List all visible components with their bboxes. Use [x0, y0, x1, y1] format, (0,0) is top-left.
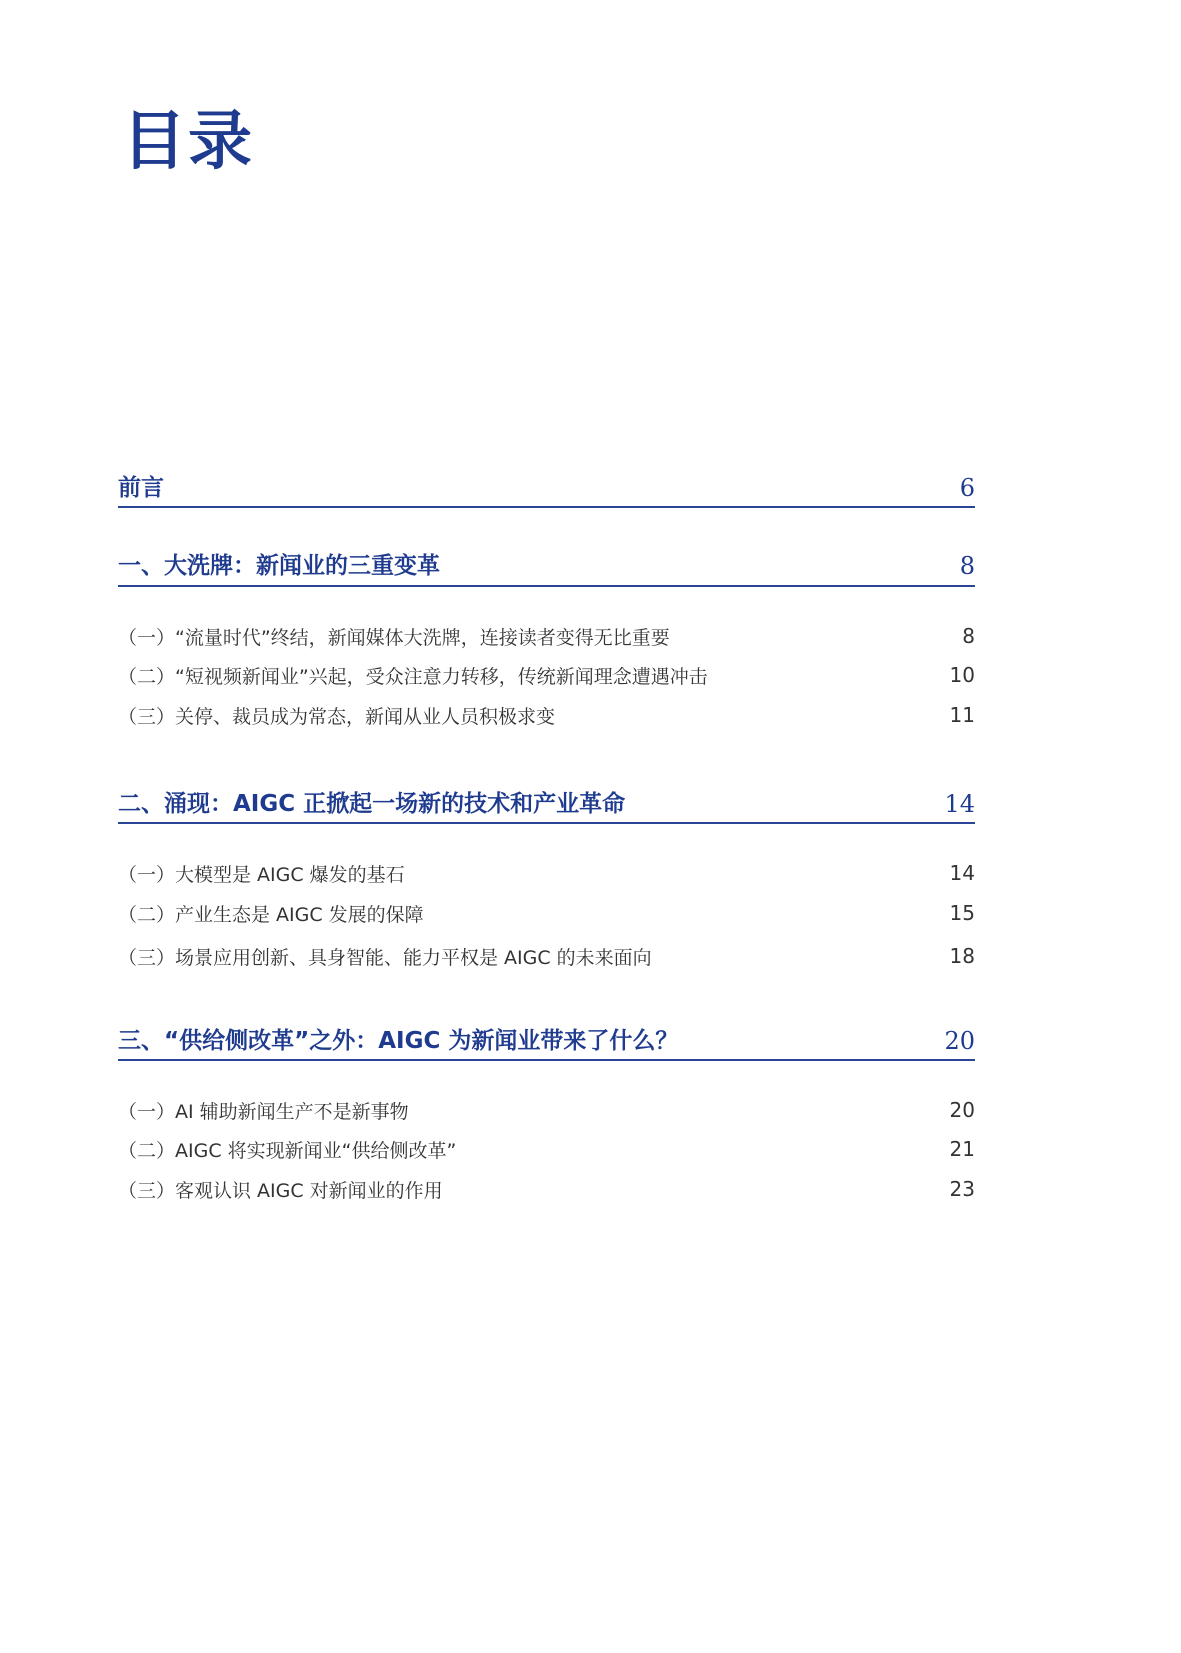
toc-item-page: 18 — [949, 944, 975, 968]
toc-item-label: （三）场景应用创新、具身智能、能力平权是 AIGC 的未来面向 — [118, 946, 652, 969]
toc-item-page: 21 — [949, 1137, 975, 1161]
toc-section-2-label: 二、涌现：AIGC 正掀起一场新的技术和产业革命 — [118, 791, 626, 817]
toc-section-1-label: 一、大洗牌：新闻业的三重变革 — [118, 553, 440, 579]
toc-section-1-row[interactable] — [118, 540, 975, 580]
toc-preface-label: 前言 — [118, 475, 164, 501]
section-divider — [118, 585, 975, 587]
toc-item-page: 8 — [962, 624, 975, 648]
toc-item-2-2[interactable] — [118, 898, 975, 928]
toc-item-2-1[interactable] — [118, 858, 975, 888]
toc-section-3-row[interactable] — [118, 1015, 975, 1055]
toc-item-page: 20 — [949, 1098, 975, 1122]
toc-item-1-1[interactable] — [118, 621, 975, 651]
section-divider — [118, 1059, 975, 1061]
toc-section-2-page: 14 — [944, 790, 975, 818]
toc-section-3-page: 20 — [944, 1027, 975, 1055]
toc-item-label: （二）“短视频新闻业”兴起，受众注意力转移，传统新闻理念遭遇冲击 — [118, 665, 708, 688]
toc-item-label: （三）关停、裁员成为常态，新闻从业人员积极求变 — [118, 705, 556, 728]
toc-section-3-label: 三、“供给侧改革”之外：AIGC 为新闻业带来了什么？ — [118, 1028, 679, 1054]
toc-item-1-2[interactable] — [118, 660, 975, 690]
toc-preface-page: 6 — [959, 474, 975, 502]
toc-item-label: （一）AI 辅助新闻生产不是新事物 — [118, 1100, 409, 1123]
toc-item-1-3[interactable] — [118, 700, 975, 730]
toc-item-label: （二）产业生态是 AIGC 发展的保障 — [118, 903, 424, 926]
section-divider — [118, 822, 975, 824]
toc-item-label: （一）“流量时代”终结，新闻媒体大洗牌，连接读者变得无比重要 — [118, 626, 670, 649]
toc-item-label: （一）大模型是 AIGC 爆发的基石 — [118, 863, 405, 886]
toc-section-1-page: 8 — [959, 552, 975, 580]
toc-item-3-1[interactable] — [118, 1095, 975, 1125]
toc-item-page: 11 — [949, 703, 975, 727]
toc-item-page: 15 — [949, 901, 975, 925]
section-divider — [118, 506, 975, 508]
page-title: 目录 — [122, 105, 254, 179]
toc-item-label: （二）AIGC 将实现新闻业“供给侧改革” — [118, 1139, 457, 1162]
toc-item-3-3[interactable] — [118, 1174, 975, 1204]
toc-item-label: （三）客观认识 AIGC 对新闻业的作用 — [118, 1179, 443, 1202]
toc-item-3-2[interactable] — [118, 1134, 975, 1164]
toc-item-page: 10 — [949, 663, 975, 687]
toc-section-2-row[interactable] — [118, 778, 975, 818]
toc-item-page: 14 — [949, 861, 975, 885]
toc-preface-row[interactable] — [118, 462, 975, 502]
toc-item-2-3[interactable] — [118, 941, 975, 971]
toc-item-page: 23 — [949, 1177, 975, 1201]
